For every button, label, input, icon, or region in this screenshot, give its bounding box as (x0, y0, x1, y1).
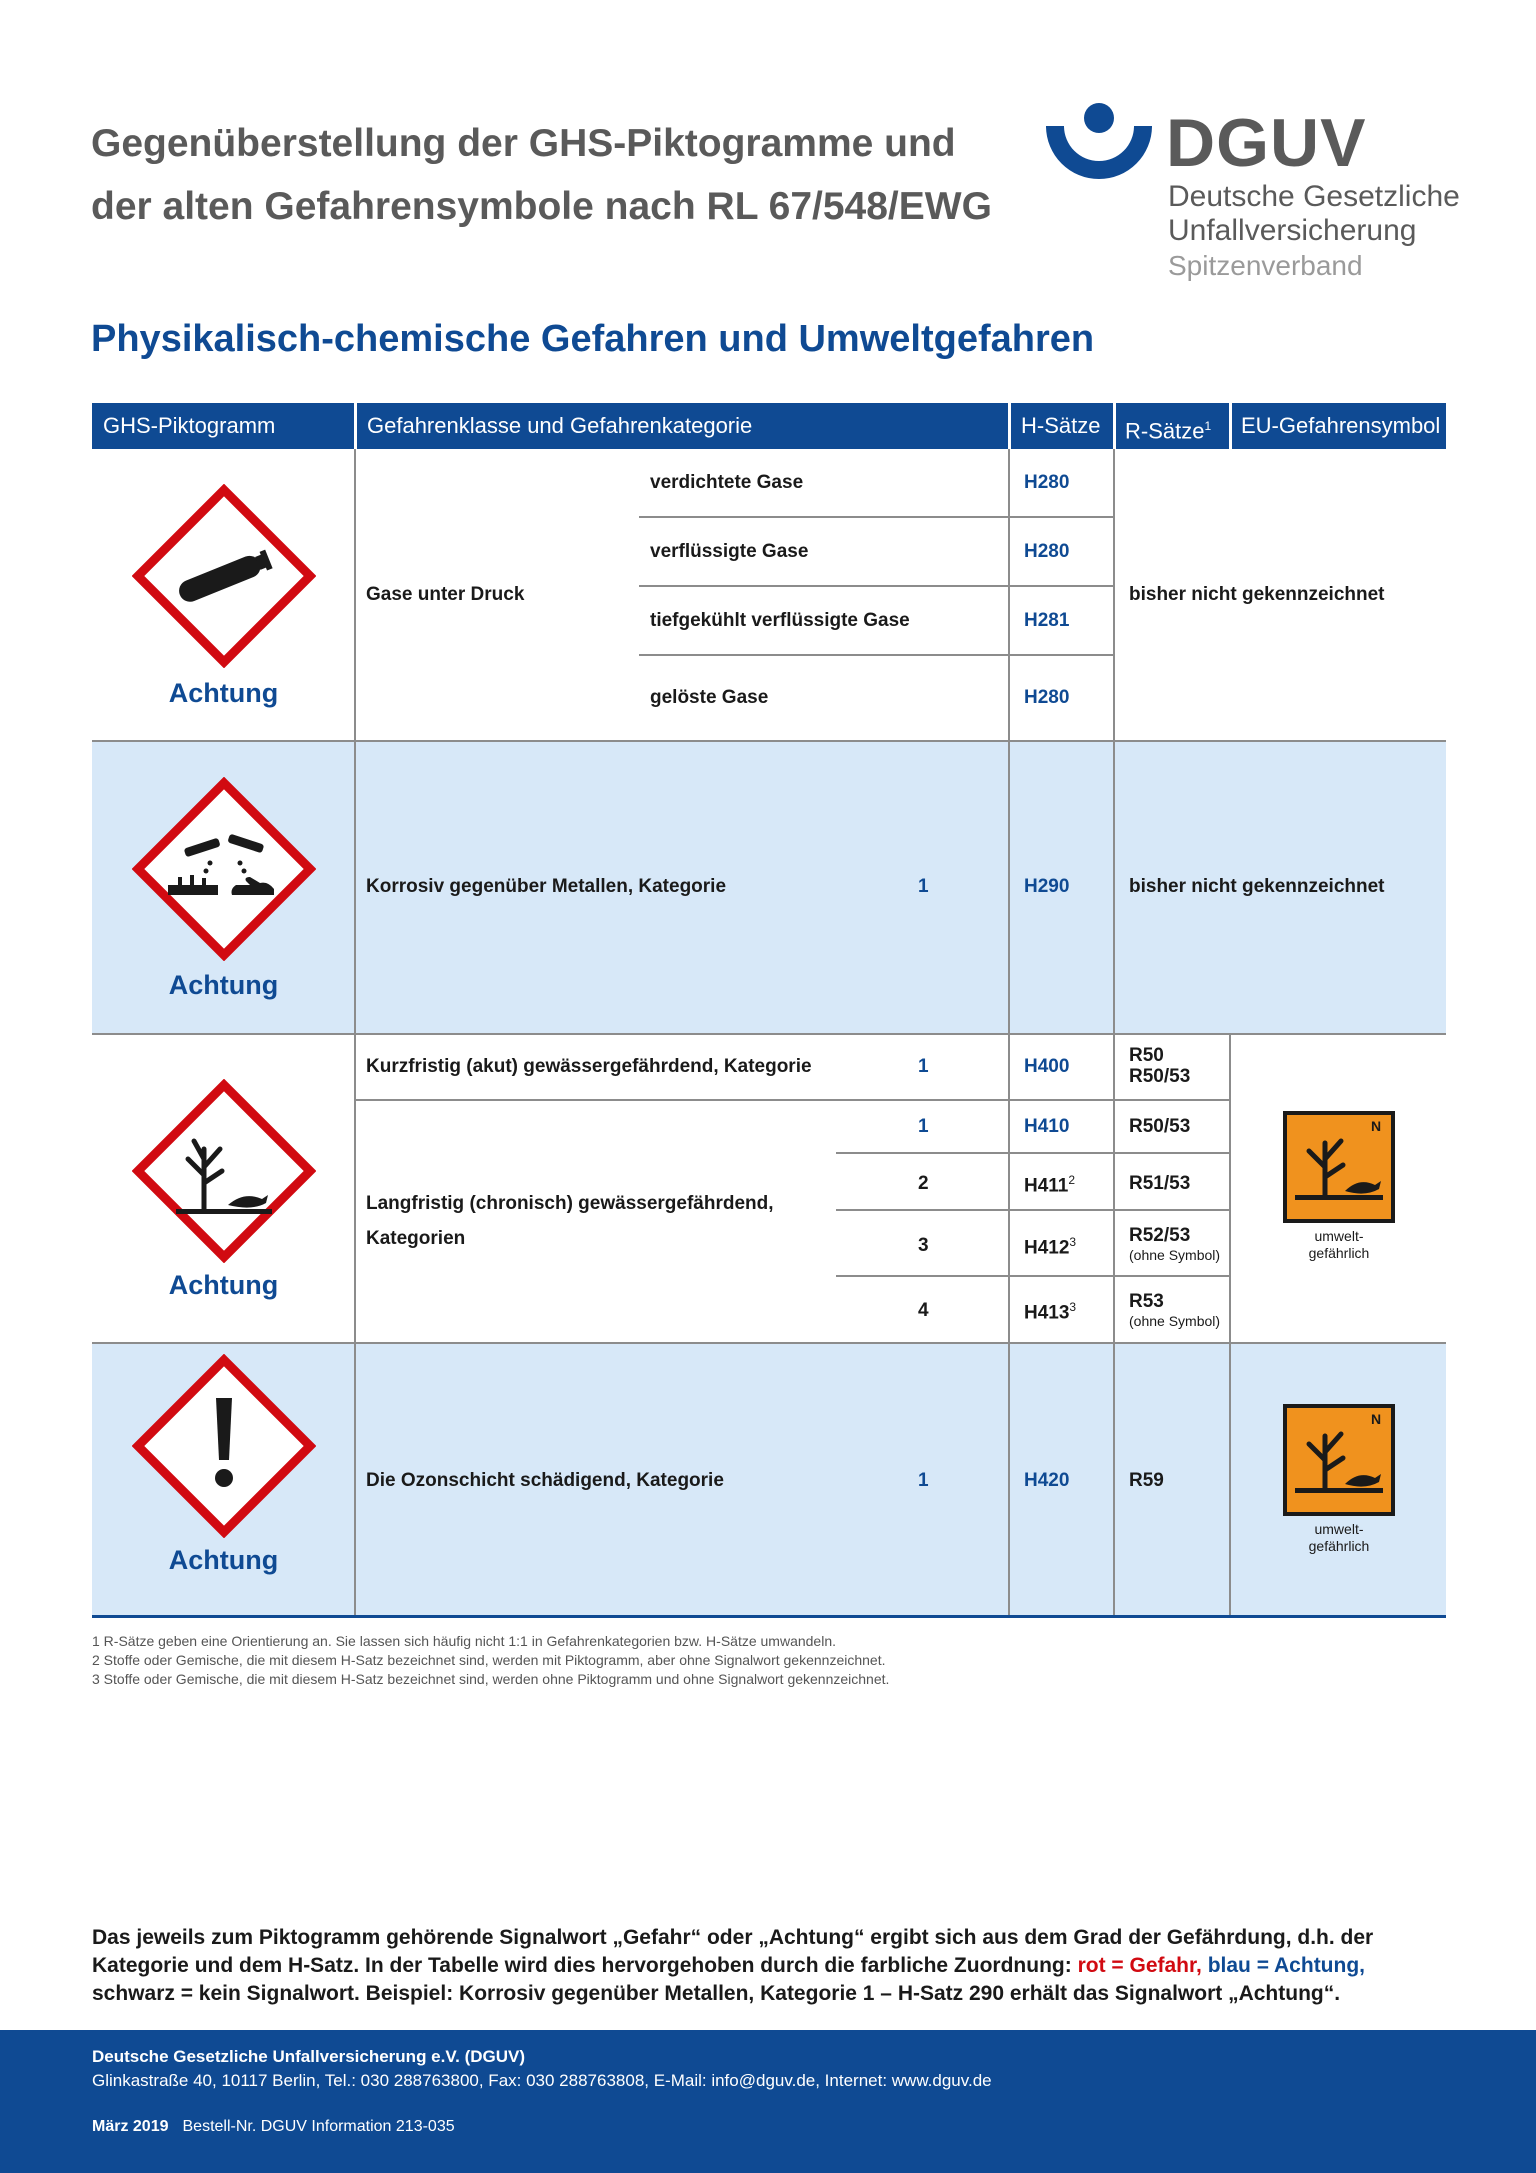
eu-environment-icon (1283, 1404, 1395, 1516)
r-code: R52/53 (ohne Symbol) (1129, 1225, 1221, 1263)
footnote: 3 Stoffe oder Gemische, die mit diesem H-Satz bezeichnet sind, werden ohne Piktogramm und ohne Signalwort gekennzeichnet. (92, 1671, 890, 1687)
kategorie: 1 (918, 1470, 929, 1491)
gas-cylinder-icon (132, 484, 316, 668)
footnotes (92, 1632, 889, 1689)
table-header (92, 403, 1446, 449)
h-code: $H411^2$ (1024, 1173, 1076, 1197)
footnote: 2 Stoffe oder Gemische, die mit diesem H-Satz bezeichnet sind, werden mit Piktogramm, aber ohne Signalwort gekennzeichnet. (92, 1652, 886, 1668)
h-code: H400 (1024, 1056, 1070, 1077)
r-text: bisher nicht gekennzeichnet (1129, 584, 1385, 605)
sub-label: gelöste Gase (650, 687, 769, 708)
acute-class: Kurzfristig (akut) gewässergefährdend, Kategorie (366, 1056, 812, 1077)
kategorie: 1 (918, 1056, 929, 1077)
h-code: H281 (1024, 610, 1070, 631)
eu-symbol: N umwelt- gefährlich (1282, 1404, 1396, 1555)
h-code: $H412^3$ (1024, 1235, 1077, 1259)
header-h: H-Sätze (1021, 413, 1101, 438)
r-code: R50/53 (1129, 1116, 1191, 1137)
r-code: R59 (1129, 1470, 1164, 1491)
sub-label: tiefgekühlt verflüssigte Gase (650, 610, 910, 631)
footer-address: Glinkastraße 40, 10117 Berlin, Tel.: 030 288763800, Fax: 030 288763808, E-Mail: info@dguv.de, Internet: www.dguv.de (92, 2071, 992, 2090)
h-code: H290 (1024, 876, 1070, 897)
corrosion-icon (132, 777, 316, 961)
sub-label: verflüssigte Gase (650, 541, 809, 562)
kategorie: 1 (918, 1116, 929, 1137)
footer-org: Deutsche Gesetzliche Unfallversicherung e.V. (DGUV) (92, 2047, 526, 2066)
h-code: $H413^3$ (1024, 1300, 1077, 1324)
footnote: 1 R-Sätze geben eine Orientierung an. Sie lassen sich häufig nicht 1:1 in Gefahrenkategorien bzw. H-Sätze umwandeln. (92, 1633, 836, 1649)
footer-meta: März 2019 Bestell-Nr. DGUV Information 213-035 (92, 2118, 455, 2135)
header-ghs: GHS-Piktogramm (103, 413, 276, 438)
svg-text:N: N (1371, 1411, 1382, 1427)
signal-word: Achtung (168, 1270, 279, 1300)
header-r: R-Sätze$^1$ (1125, 418, 1212, 444)
section-title: Physikalisch-chemische Gefahren und Umweltgefahren (91, 318, 1095, 360)
kategorie: 3 (918, 1235, 929, 1256)
chronic-class-line-2: Kategorien (366, 1228, 466, 1249)
signal-word: Achtung (168, 970, 279, 1000)
dguv-logo-icon (1046, 100, 1152, 180)
h-code: H280 (1024, 541, 1070, 562)
h-code: H280 (1024, 687, 1070, 708)
kategorie: 2 (918, 1173, 929, 1194)
kategorie: 4 (918, 1300, 929, 1321)
eu-symbol: N umwelt- gefährlich (1282, 1111, 1396, 1262)
header-eu: EU-Gefahrensymbol (1241, 413, 1441, 438)
kategorie: 1 (918, 876, 929, 897)
footer (0, 2030, 1536, 2173)
title-line-1: Gegenüberstellung der GHS-Piktogramme und (91, 122, 956, 165)
h-code: H280 (1024, 472, 1070, 493)
signal-word-note: Das jeweils zum Piktogramm gehörende Signalwort „Gefahr“ oder „Achtung“ ergibt sich aus dem Grad der Gefährdung, d.h. der Kategorie und dem H-Satz. In der Tabelle wird dies hervorgehoben durch die farbliche Zuordnung: rot = Gefahr, blau = Achtung, schwarz = kein Signalwort. Beispiel: Korrosiv gegenüber Metallen, Kategorie 1 – H-Satz 290 erhält das Signalwort „Achtung“. (92, 1926, 1374, 2005)
logo-wordmark: DGUV (1166, 105, 1367, 181)
document-title (91, 112, 992, 238)
r-text: bisher nicht gekennzeichnet (1129, 876, 1385, 897)
eu-environment-icon (1283, 1111, 1395, 1223)
class-label: Die Ozonschicht schädigend, Kategorie (366, 1470, 724, 1491)
h-code: H410 (1024, 1116, 1070, 1137)
r-code: R50 R50/53 (1129, 1045, 1191, 1087)
logo-line-3: Spitzenverband (1168, 250, 1363, 281)
title-line-2: der alten Gefahrensymbole nach RL 67/548/EWG (91, 185, 992, 228)
logo-line-1: Deutsche Gesetzliche (1168, 180, 1460, 213)
svg-text:N: N (1371, 1118, 1382, 1134)
r-code: R51/53 (1129, 1173, 1191, 1194)
class-label: Korrosiv gegenüber Metallen, Kategorie (366, 876, 727, 897)
logo-line-2: Unfallversicherung (1168, 214, 1417, 247)
signal-word: Achtung (168, 1545, 279, 1575)
environment-icon (132, 1079, 316, 1263)
header-klasse: Gefahrenklasse und Gefahrenkategorie (367, 413, 753, 438)
exclamation-icon (132, 1354, 316, 1538)
h-code: H420 (1024, 1470, 1070, 1491)
sub-label: verdichtete Gase (650, 472, 804, 493)
signal-word: Achtung (168, 678, 279, 708)
r-code: R53 (ohne Symbol) (1129, 1291, 1221, 1329)
class-label: Gase unter Druck (366, 584, 525, 605)
chronic-class-line-1: Langfristig (chronisch) gewässergefährdend, (366, 1193, 774, 1214)
